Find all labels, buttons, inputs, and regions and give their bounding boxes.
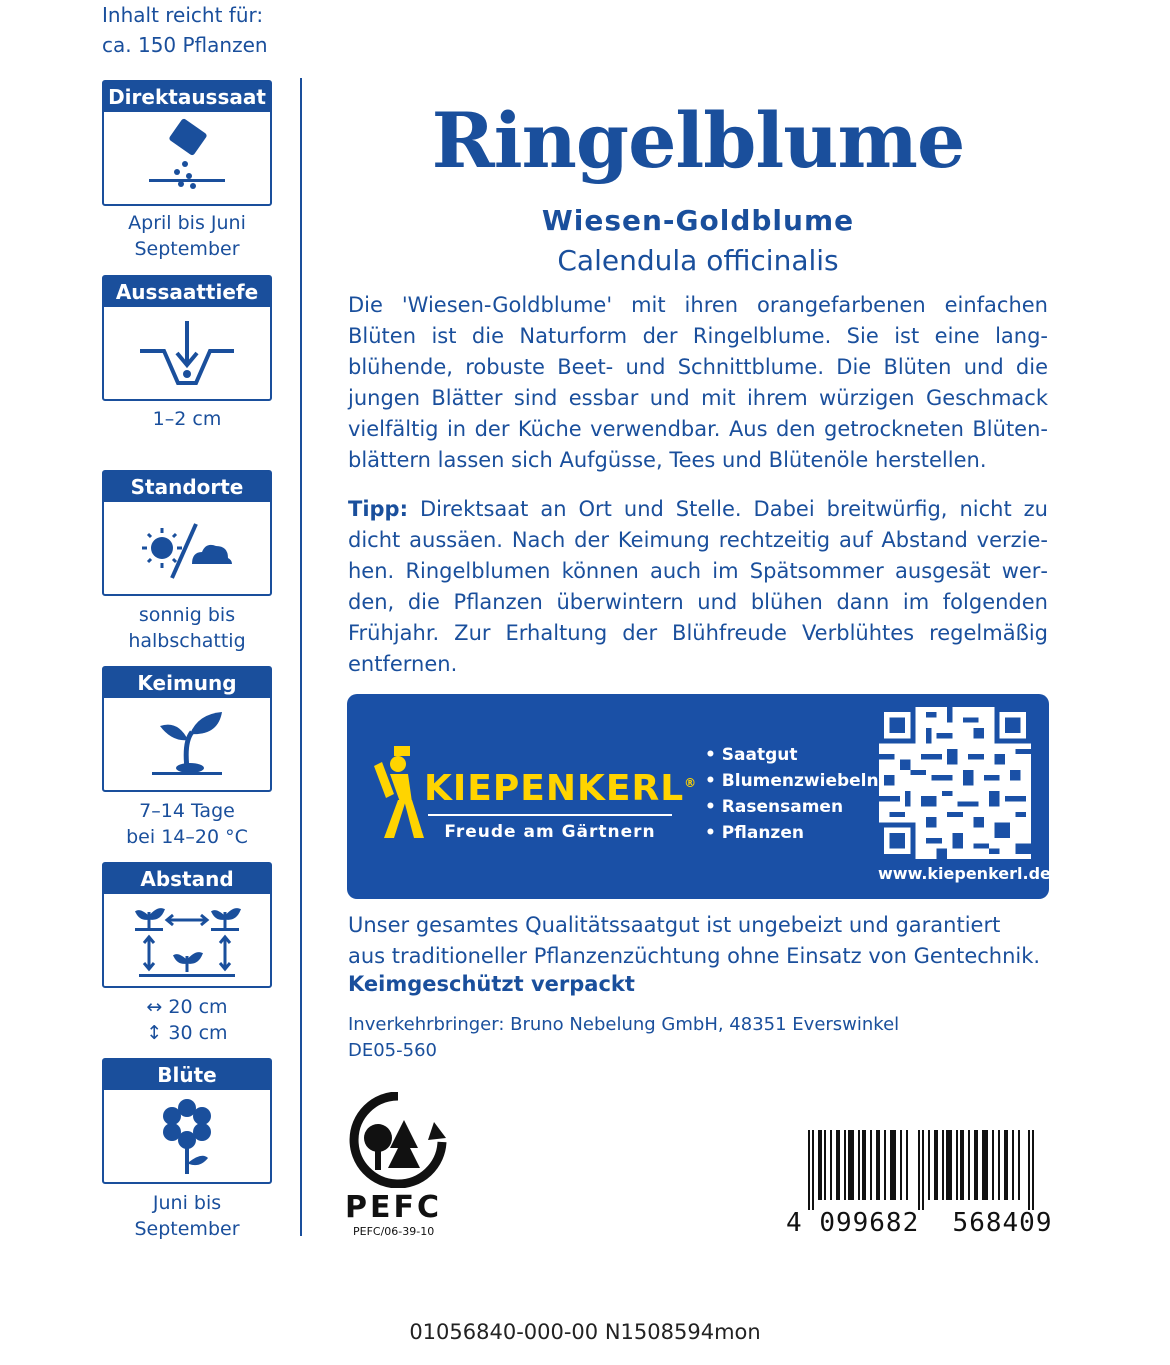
info-box-heading: Aussaattiefe bbox=[104, 277, 270, 307]
caption-line: ↔ 20 cm bbox=[146, 996, 228, 1018]
sun-cloud-icon bbox=[104, 502, 270, 594]
info-box-heading: Standorte bbox=[104, 472, 270, 502]
info-caption-direktaussaat bbox=[102, 210, 272, 262]
info-caption-keimung bbox=[102, 798, 272, 850]
list-item: • Blumenzwiebeln bbox=[705, 768, 879, 794]
barcode-right-digits: 568409 bbox=[952, 1208, 1053, 1238]
info-box-direktaussaat bbox=[102, 80, 272, 206]
distributor-line: Inverkehrbringer: Bruno Nebelung GmbH, 48351 Everswinkel bbox=[348, 1014, 900, 1035]
info-caption-abstand bbox=[102, 994, 272, 1046]
packaging-note: Keimgeschützt verpackt bbox=[348, 972, 635, 996]
barcode-number bbox=[786, 1208, 1052, 1238]
caption-line: bei 14–20 °C bbox=[126, 826, 248, 848]
hiker-logo-icon bbox=[368, 742, 428, 846]
brand-name-text: KIEPENKERL bbox=[424, 768, 685, 809]
product-range-list bbox=[705, 742, 879, 846]
info-box-bluete bbox=[102, 1058, 272, 1184]
caption-line: 7–14 Tage bbox=[139, 800, 235, 822]
barcode-left-digits: 099682 bbox=[819, 1208, 920, 1238]
info-box-standorte bbox=[102, 470, 272, 596]
website-link[interactable]: www.kiepenkerl.de bbox=[878, 864, 1051, 883]
list-item: • Pflanzen bbox=[705, 820, 879, 846]
seedling-icon bbox=[104, 698, 270, 790]
info-box-keimung bbox=[102, 666, 272, 792]
list-item: • Rasensamen bbox=[705, 794, 879, 820]
description-text: Die 'Wiesen-Goldblume' mit ihren orangefarbenen einfachen Blüten ist die Naturform der Ringelblume. Sie ist eine langblühende, robuste Beet- und Schnittblume. Die Blüten und die jungen Blätter sind essbar und mit ihrem würzigen Geschmack vielfältig in der Küche verwendbar. Aus den getrockneten Blütenblättern lassen sich Aufgüsse, Tees und Blütenöle herstellen. bbox=[348, 293, 1048, 472]
content-amount bbox=[102, 0, 268, 60]
caption-line: halbschattig bbox=[128, 630, 246, 652]
info-caption-bluete bbox=[102, 1190, 272, 1242]
caption-line: September bbox=[134, 238, 240, 260]
list-item: • Saatgut bbox=[705, 742, 879, 768]
qr-code[interactable] bbox=[879, 707, 1031, 859]
caption-line: Juni bis bbox=[152, 1192, 222, 1214]
caption-line: September bbox=[134, 1218, 240, 1240]
info-box-abstand bbox=[102, 862, 272, 988]
brand-slogan: Freude am Gärtnern bbox=[444, 822, 656, 842]
quality-line: Unser gesamtes Qualitätssaatgut ist ungebeizt und garantiert bbox=[348, 913, 1001, 937]
info-caption-standorte bbox=[102, 602, 272, 654]
caption-line: April bis Juni bbox=[128, 212, 246, 234]
print-code: 01056840-000-00 N1508594mon bbox=[409, 1320, 761, 1344]
product-subtitle: Wiesen-Goldblume bbox=[541, 204, 855, 237]
sowing-depth-icon bbox=[104, 307, 270, 399]
seed-packet-icon bbox=[104, 112, 270, 204]
info-box-heading: Keimung bbox=[104, 668, 270, 698]
content-amount-line1: Inhalt reicht für: bbox=[102, 3, 264, 27]
flower-icon bbox=[104, 1090, 270, 1182]
spacing-icon bbox=[104, 894, 270, 986]
caption-line: 1–2 cm bbox=[152, 408, 222, 430]
info-caption-aussaattiefe bbox=[102, 406, 272, 432]
info-box-heading: Blüte bbox=[104, 1060, 270, 1090]
registered-mark: ® bbox=[684, 776, 698, 790]
caption-line: ↕ 30 cm bbox=[146, 1022, 228, 1044]
brand-name bbox=[424, 768, 697, 809]
pefc-logo-icon bbox=[346, 1092, 450, 1192]
pefc-code: PEFC/06-39-10 bbox=[353, 1225, 435, 1238]
tip-text bbox=[348, 494, 1048, 680]
tip-label: Tipp: bbox=[348, 497, 408, 521]
quality-line: aus traditioneller Pflanzenzüchtung ohne Einsatz von Gentechnik. bbox=[348, 944, 1041, 968]
brand-underline bbox=[428, 814, 672, 816]
sidebar-divider bbox=[300, 78, 302, 1236]
product-title: Ringelblume bbox=[431, 96, 965, 185]
tip-body: Direktsaat an Ort und Stelle. Dabei breitwürfig, nicht zu dicht aussäen. Nach der Keimung rechtzeitig auf Abstand verziehen. Ringelblumen können auch im Spätsommer ausgesät werden, die Pflanzen überwintern und blühen dann im folgenden Frühjahr. Zur Erhaltung der Blühfreude Verblühtes regelmäßig entfernen. bbox=[348, 497, 1048, 676]
distributor-info bbox=[348, 1012, 899, 1064]
caption-line: sonnig bis bbox=[138, 604, 236, 626]
distributor-code: DE05-560 bbox=[348, 1040, 437, 1061]
info-box-heading: Direktaussaat bbox=[104, 82, 270, 112]
barcode-first-digit: 4 bbox=[786, 1208, 803, 1238]
latin-name: Calendula officinalis bbox=[557, 244, 839, 277]
quality-statement bbox=[348, 910, 1068, 972]
info-box-aussaattiefe bbox=[102, 275, 272, 401]
pefc-label: PEFC bbox=[345, 1190, 442, 1225]
info-box-heading: Abstand bbox=[104, 864, 270, 894]
content-amount-line2: ca. 150 Pflanzen bbox=[102, 33, 268, 57]
barcode bbox=[806, 1130, 1046, 1214]
